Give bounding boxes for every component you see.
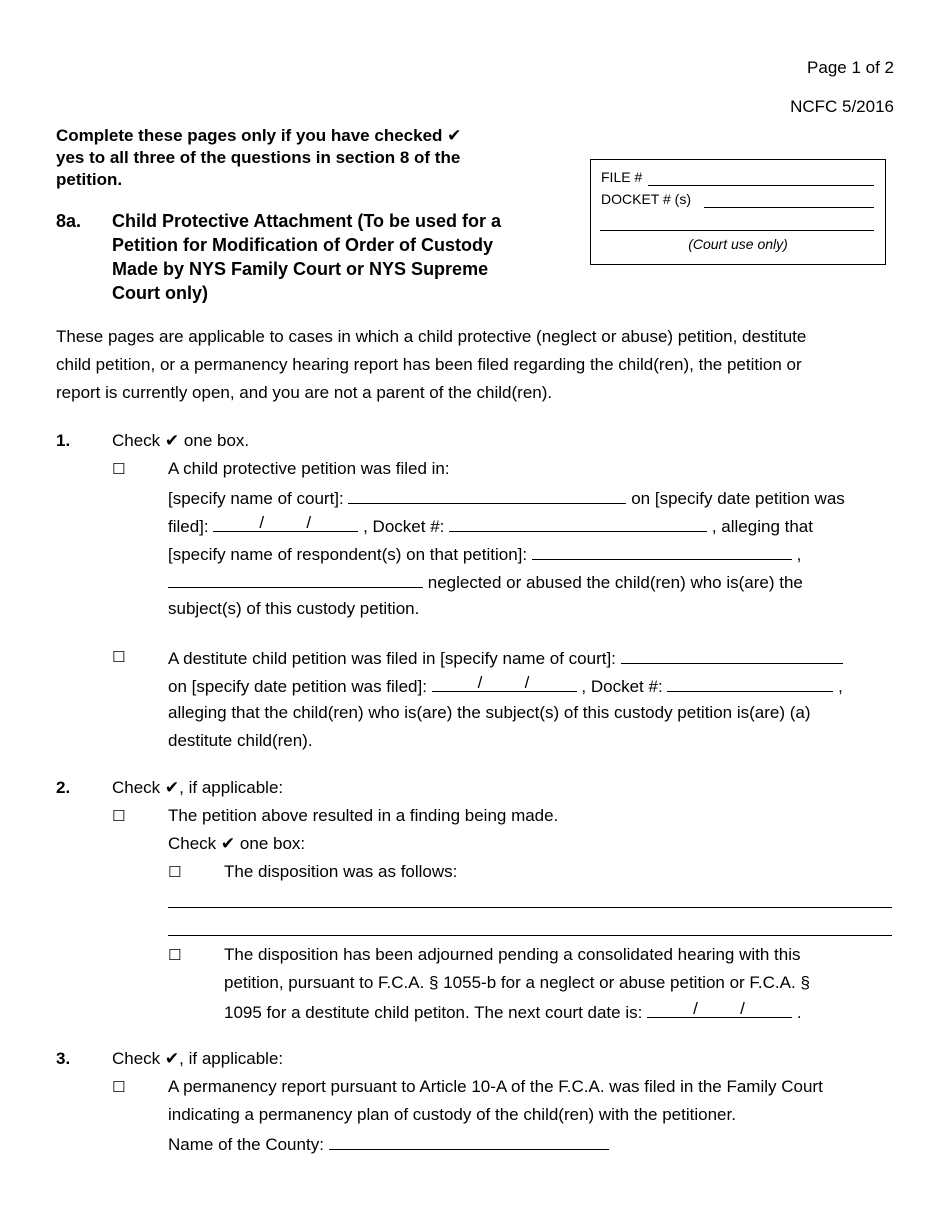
q1b-line-1: A destitute child petition was filed in [specify name of court]: <box>168 647 843 669</box>
intro-line-2: yes to all three of the questions in section 8 of the <box>56 148 461 167</box>
section-title-4: Court only) <box>112 283 208 303</box>
checkmark-icon: ✔ <box>447 126 462 146</box>
permanency-line-2: indicating a permanency plan of custody of the child(ren) with the petitioner. <box>168 1105 736 1124</box>
adjourned-line-2: petition, pursuant to F.C.A. § 1055-b for a neglect or abuse petition or F.C.A. § <box>224 973 810 992</box>
respondent-field-2[interactable] <box>168 571 423 588</box>
permanency-line-1: A permanency report pursuant to Article 10-A of the F.C.A. was filed in the Family Court <box>168 1077 823 1096</box>
q2-sub-instruction: Check ✔ one box: <box>168 834 306 854</box>
q1a-line-2: [specify name of court]: on [specify date petition was <box>168 489 845 508</box>
checkmark-icon: ✔ <box>220 834 236 854</box>
q1b-line-2: on [specify date petition was filed]: / / , Docket #: , <box>168 673 843 696</box>
q2-finding-checkbox[interactable]: ☐ <box>112 807 126 825</box>
q1a-line-3: filed]: / / , Docket #: , alleging that <box>168 513 813 536</box>
disposition-checkbox[interactable]: ☐ <box>168 863 182 881</box>
intro-line-1: Complete these pages only if you have checked ✔ <box>56 126 462 146</box>
q2-finding-text: The petition above resulted in a finding being made. <box>168 806 559 825</box>
respondent-field-1[interactable] <box>532 543 792 560</box>
q3-instruction: Check ✔, if applicable: <box>112 1049 284 1069</box>
intro-paragraph-2: child petition, or a permanency hearing report has been filed regarding the child(ren), the petition or <box>56 355 802 374</box>
q2-number: 2. <box>56 778 71 797</box>
permanency-checkbox[interactable]: ☐ <box>112 1078 126 1096</box>
county-line: Name of the County: <box>168 1133 609 1155</box>
adjourned-checkbox[interactable]: ☐ <box>168 946 182 964</box>
q1a-line-1: A child protective petition was filed in: <box>168 459 450 478</box>
disposition-text: The disposition was as follows: <box>224 862 458 881</box>
disposition-field-2[interactable] <box>168 935 892 936</box>
disposition-field-1[interactable] <box>168 907 892 908</box>
q1a-line-4: [specify name of respondent(s) on that petition]: , <box>168 545 802 564</box>
intro-paragraph-3: report is currently open, and you are not a parent of the child(ren). <box>56 383 553 402</box>
docket-field[interactable] <box>449 515 707 532</box>
court-use-note: (Court use only) <box>688 236 788 252</box>
q1-option-b-checkbox[interactable]: ☐ <box>112 648 126 666</box>
checkmark-icon: ✔ <box>164 778 180 798</box>
form-code: NCFC 5/2016 <box>790 97 894 116</box>
q1a-line-6: subject(s) of this custody petition. <box>168 599 420 618</box>
file-number-label: FILE # <box>601 169 643 185</box>
checkmark-icon: ✔ <box>164 431 180 451</box>
q3-number: 3. <box>56 1049 71 1068</box>
page-number: Page 1 of 2 <box>807 58 894 77</box>
file-number-field[interactable] <box>648 185 874 186</box>
q1-option-a-checkbox[interactable]: ☐ <box>112 460 126 478</box>
section-title-3: Made by NYS Family Court or NYS Supreme <box>112 259 489 279</box>
checkmark-icon: ✔ <box>164 1049 180 1069</box>
section-number: 8a. <box>56 211 82 231</box>
q1b-line-4: destitute child(ren). <box>168 731 313 750</box>
destitute-date-field[interactable]: / / <box>432 675 577 692</box>
section-title-2: Petition for Modification of Order of Custody <box>112 235 493 255</box>
docket-number-field[interactable] <box>704 207 874 208</box>
q1-number: 1. <box>56 431 71 450</box>
court-use-line[interactable] <box>600 230 874 231</box>
petition-date-field[interactable]: / / <box>213 515 358 532</box>
q1-instruction: Check ✔ one box. <box>112 431 250 451</box>
q1b-line-3: alleging that the child(ren) who is(are) the subject(s) of this custody petition is(are) (a) <box>168 703 811 722</box>
intro-line-3: petition. <box>56 170 123 189</box>
destitute-court-field[interactable] <box>621 647 843 664</box>
destitute-docket-field[interactable] <box>667 675 833 692</box>
q1a-line-5: neglected or abused the child(ren) who is(are) the <box>168 571 803 593</box>
adjourned-line-3: 1095 for a destitute child petiton. The next court date is: / / . <box>224 999 802 1022</box>
adjourned-line-1: The disposition has been adjourned pending a consolidated hearing with this <box>224 945 801 964</box>
county-name-field[interactable] <box>329 1133 609 1150</box>
next-court-date-field[interactable]: / / <box>647 1001 792 1018</box>
docket-number-label: DOCKET # (s) <box>601 191 691 207</box>
q2-instruction: Check ✔, if applicable: <box>112 778 284 798</box>
intro-paragraph-1: These pages are applicable to cases in which a child protective (neglect or abuse) petition, destitute <box>56 327 807 346</box>
section-title-1: Child Protective Attachment (To be used for a <box>112 211 502 231</box>
court-name-field[interactable] <box>348 487 626 504</box>
